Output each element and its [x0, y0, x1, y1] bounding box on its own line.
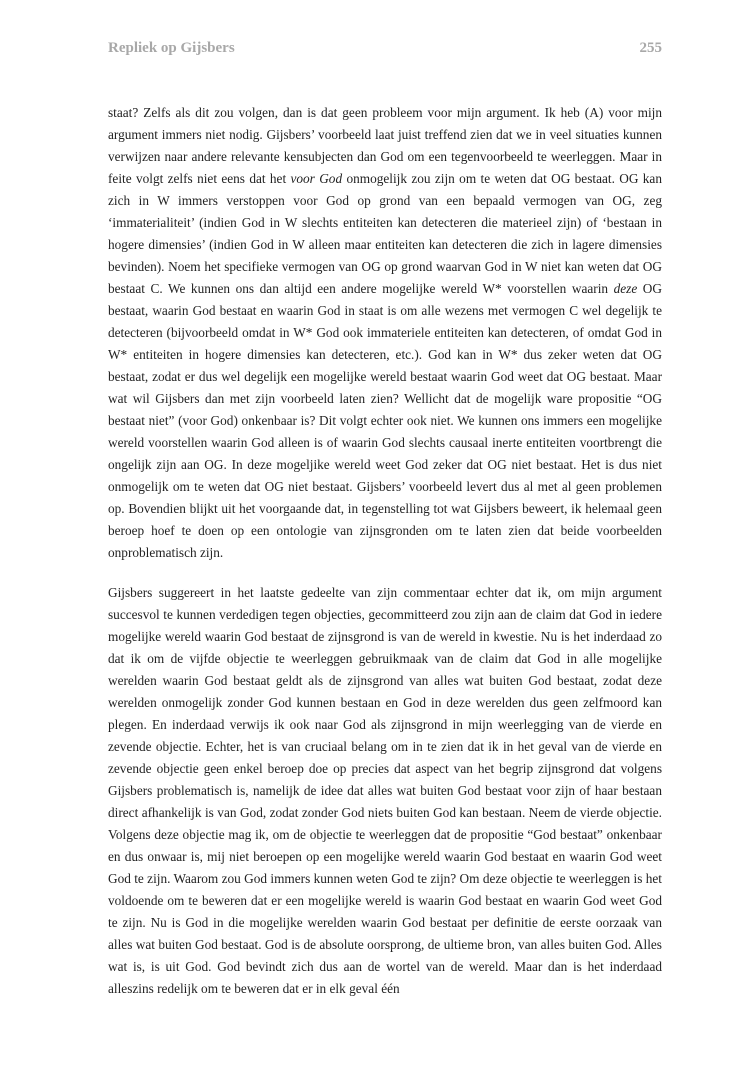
italic-emphasis: deze: [613, 281, 638, 296]
text-run: onmogelijk zou zijn om te weten dat OG bestaat. OG kan zich in W immers verstoppen voor God op grond van een bepaald vermogen van OG, zeg ‘immaterialiteit’ (indien God in W slechts entiteiten kan detecteren die materieel zijn) of ‘bestaan in hogere dimensies’ (indien God in W alleen maar entiteiten kan detecteren die zich in lagere dimensies bevinden). Noem het specifieke vermogen van OG op grond waarvan God in W niet kan weten dat OG bestaat C. We kunnen ons dan altijd een andere mogelijke wereld W* voorstellen waarin: [108, 171, 662, 296]
italic-emphasis: voor God: [290, 171, 343, 186]
paragraph: [108, 582, 662, 1000]
paragraph: [108, 102, 662, 564]
body-text: [108, 102, 662, 1000]
running-head: [108, 40, 662, 62]
text-run: Gijsbers suggereert in het laatste gedeelte van zijn commentaar echter dat ik, om mijn argument succesvol te kunnen verdedigen tegen objecties, gecommitteerd zou zijn aan de claim dat God in iedere mogelijke wereld waarin God bestaat de zijnsgrond is van de wereld in kwestie. Nu is het inderdaad zo dat ik om de vijfde objectie te weerleggen gebruikmaak van de claim dat God in alle mogelijke werelden waarin God bestaat geldt als de zijnsgrond van alles wat buiten God bestaat, zodat deze werelden onmogelijk zonder God kunnen bestaan en God in deze werelden dus geen zelfmoord kan plegen. En inderdaad verwijs ik ook naar God als zijnsgrond in mijn weerlegging van de vierde en zevende objectie. Echter, het is van cruciaal belang om in te zien dat ik in het geval van de vierde en zevende objectie geen enkel beroep doe op precies dat aspect van het begrip zijnsgrond dat volgens Gijsbers problematisch is, namelijk de idee dat alles wat buiten God bestaat voor zijn of haar bestaan direct afhankelijk is van God, zodat zonder God niets buiten God kan bestaan. Neem de vierde objectie. Volgens deze objectie mag ik, om de objectie te weerleggen dat de propositie “God bestaat” onkenbaar en dus onwaar is, mij niet beroepen op een mogelijke wereld waarin God bestaat en waarin God weet God te zijn. Waarom zou God immers kunnen weten God te zijn? Om deze objectie te weerleggen is het voldoende om te beweren dat er een mogelijke wereld is waarin God bestaat en waarin God weet God te zijn. Nu is God in die mogelijke werelden waarin God bestaat per definitie de eerste oorzaak van alles wat buiten God bestaat. God is de absolute oorsprong, de ultieme bron, van alles buiten God. Alles wat is, is uit God. God bevindt zich dus aan de wortel van de wereld. Maar dan is het inderdaad alleszins redelijk om te beweren dat er in elk geval één: [108, 585, 662, 996]
running-title: Repliek op Gijsbers: [108, 40, 235, 56]
page-number: 255: [639, 40, 662, 56]
text-run: staat? Zelfs als dit zou volgen, dan is dat geen probleem voor mijn argument. Ik heb (A) voor mijn argument immers niet nodig. Gijsbers’ voorbeeld laat juist treffend zien dat we in veel situaties kunnen verwijzen naar andere relevante kensubjecten dan God om een tegenvoorbeeld te weerleggen. Maar in feite volgt zelfs niet eens dat het: [108, 105, 662, 186]
text-run: OG bestaat, waarin God bestaat en waarin God in staat is om alle wezens met vermogen C wel degelijk te detecteren (bijvoorbeeld omdat in W* God ook immateriele entiteiten kan detecteren, of omdat God in W* entiteiten in hogere dimensies kan detecteren, etc.). God kan in W* dus zeker weten dat OG bestaat, zodat er dus wel degelijk een mogelijke wereld bestaat waarin God weet dat OG bestaat. Maar wat wil Gijsbers dan met zijn voorbeeld laten zien? Wellicht dat de mogelijk ware propositie “OG bestaat niet” (voor God) onkenbaar is? Dit volgt echter ook niet. We kunnen ons immers een mogelijke wereld voorstellen waarin God alleen is of waarin God slechts causaal inerte entiteiten voortbrengt die ongelijk zijn aan OG. In deze mogeljike wereld weet God zeker dat OG niet bestaat. Het is dus niet onmogelijk om te weten dat OG niet bestaat. Gijsbers’ voorbeeld levert dus al met al geen problemen op. Bovendien blijkt uit het voorgaande dat, in tegenstelling tot wat Gijsbers beweert, ik helemaal geen beroep hoef te doen op een ontologie van zijnsgronden om te laten zien dat beide voorbeelden onproblematisch zijn.: [108, 281, 663, 560]
